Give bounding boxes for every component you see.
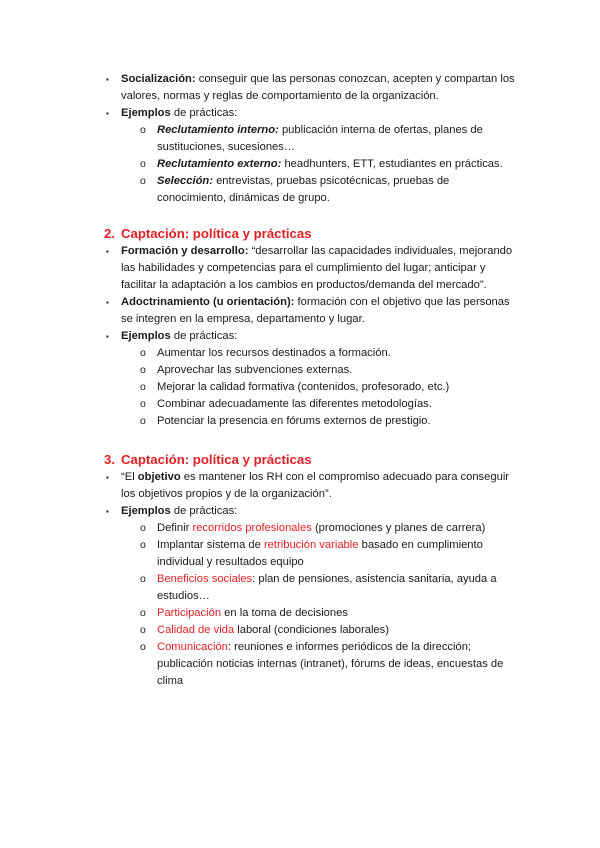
text: de prácticas: — [173, 330, 238, 342]
circle-bullet-icon: o — [140, 175, 146, 187]
subitem — [0, 639, 600, 690]
circle-bullet-icon: o — [140, 539, 146, 551]
text: de prácticas: — [173, 505, 238, 517]
text: headhunters, ETT, estudiantes en prácticas. — [284, 158, 503, 170]
bullet-formacion — [0, 243, 600, 294]
subitem — [0, 345, 600, 362]
text-before: “El — [121, 471, 135, 483]
text: “desarrollar las capacidades individuales, mejorando las habilidades y competencias para el cumplimiento del lugar; anticipar y facilitar la adaptación a los cambios en productos/demanda del mercado”. — [121, 245, 513, 291]
section-heading — [0, 451, 600, 469]
circle-bullet-icon: o — [140, 415, 146, 427]
subitem — [0, 622, 600, 639]
circle-bullet-icon: o — [140, 573, 146, 585]
text-after: en la toma de decisiones — [224, 607, 348, 619]
circle-bullet-icon: o — [140, 381, 146, 393]
text: entrevistas, pruebas psicotécnicas, pruebas de conocimiento, dinámicas de grupo. — [157, 175, 450, 204]
subitem — [0, 537, 600, 571]
highlight: recorridos profesionales — [192, 522, 312, 534]
bullet-ejemplos — [0, 105, 600, 122]
section-title: Captación: política y prácticas — [121, 452, 312, 467]
term: objetivo — [137, 471, 181, 483]
text-after: laboral (condiciones laborales) — [237, 624, 389, 636]
term: Reclutamiento interno: — [157, 124, 279, 136]
text: Combinar adecuadamente las diferentes metodologías. — [157, 398, 432, 410]
text: Aprovechar las subvenciones externas. — [157, 364, 353, 376]
text: es mantener los RH con el compromiso adecuado para conseguir los objetivos propios y de la organización”. — [121, 471, 510, 500]
square-bullet-icon: ▪ — [106, 247, 109, 256]
term: Socialización: — [121, 73, 196, 85]
block-1 — [0, 71, 600, 207]
bullet-adoctrinamiento — [0, 294, 600, 328]
term: Ejemplos — [121, 505, 171, 517]
text-before: Definir — [157, 522, 190, 534]
term: Formación y desarrollo: — [121, 245, 249, 257]
highlight: Beneficios sociales — [157, 573, 253, 585]
circle-bullet-icon: o — [140, 641, 146, 653]
term: Reclutamiento externo: — [157, 158, 282, 170]
text-after: basado en cumplimiento individual y resultados equipo — [157, 539, 483, 568]
text: Potenciar la presencia en fórums externos de prestigio. — [157, 415, 431, 427]
circle-bullet-icon: o — [140, 124, 146, 136]
highlight: retribución variable — [263, 539, 359, 551]
text: Aumentar los recursos destinados a formación. — [157, 347, 391, 359]
text-after: : plan de pensiones, asistencia sanitaria, ayuda a estudios… — [157, 573, 497, 602]
bullet-objetivo — [0, 469, 600, 503]
bullet-ejemplos — [0, 328, 600, 345]
term: Ejemplos — [121, 107, 171, 119]
circle-bullet-icon: o — [140, 624, 146, 636]
term: Ejemplos — [121, 330, 171, 342]
subitem — [0, 396, 600, 413]
text: de prácticas: — [173, 107, 238, 119]
circle-bullet-icon: o — [140, 364, 146, 376]
circle-bullet-icon: o — [140, 398, 146, 410]
subitem — [0, 122, 600, 156]
square-bullet-icon: ▪ — [106, 298, 109, 307]
square-bullet-icon: ▪ — [106, 507, 109, 516]
section-2 — [0, 225, 600, 430]
section-number: 3. — [104, 452, 115, 467]
text: Mejorar la calidad formativa (contenidos, profesorado, etc.) — [157, 381, 450, 393]
term: Adoctrinamiento (u orientación): — [121, 296, 295, 308]
subitem — [0, 605, 600, 622]
text: publicación interna de ofertas, planes de sustituciones, sucesiones… — [157, 124, 483, 153]
text-after: (promociones y planes de carrera) — [314, 522, 486, 534]
subitem — [0, 156, 600, 173]
subitem — [0, 413, 600, 430]
text: formación con el objetivo que las personas se integren en la empresa, departamento y lugar. — [121, 296, 510, 325]
circle-bullet-icon: o — [140, 522, 146, 534]
bullet-socializacion — [0, 71, 600, 105]
square-bullet-icon: ▪ — [106, 109, 109, 118]
square-bullet-icon: ▪ — [106, 473, 109, 482]
subitem — [0, 379, 600, 396]
section-number: 2. — [104, 226, 115, 241]
text-after: : reuniones e informes periódicos de la dirección; publicación noticias internas (intranet), fórums de ideas, encuestas de clima — [157, 641, 504, 687]
square-bullet-icon: ▪ — [106, 332, 109, 341]
subitem — [0, 362, 600, 379]
bullet-ejemplos — [0, 503, 600, 520]
subitem — [0, 173, 600, 207]
subitem — [0, 571, 600, 605]
square-bullet-icon: ▪ — [106, 75, 109, 84]
circle-bullet-icon: o — [140, 607, 146, 619]
term: Selección: — [157, 175, 213, 187]
subitem — [0, 520, 600, 537]
highlight: Comunicación — [157, 641, 228, 653]
circle-bullet-icon: o — [140, 347, 146, 359]
highlight: Participación — [157, 607, 222, 619]
highlight: Calidad de vida — [157, 624, 235, 636]
section-heading — [0, 225, 600, 243]
section-3 — [0, 451, 600, 690]
section-title: Captación: política y prácticas — [121, 226, 312, 241]
circle-bullet-icon: o — [140, 158, 146, 170]
text-before: Implantar sistema de — [157, 539, 261, 551]
text: conseguir que las personas conozcan, acepten y compartan los valores, normas y reglas de comportamiento de la organización. — [121, 73, 515, 102]
